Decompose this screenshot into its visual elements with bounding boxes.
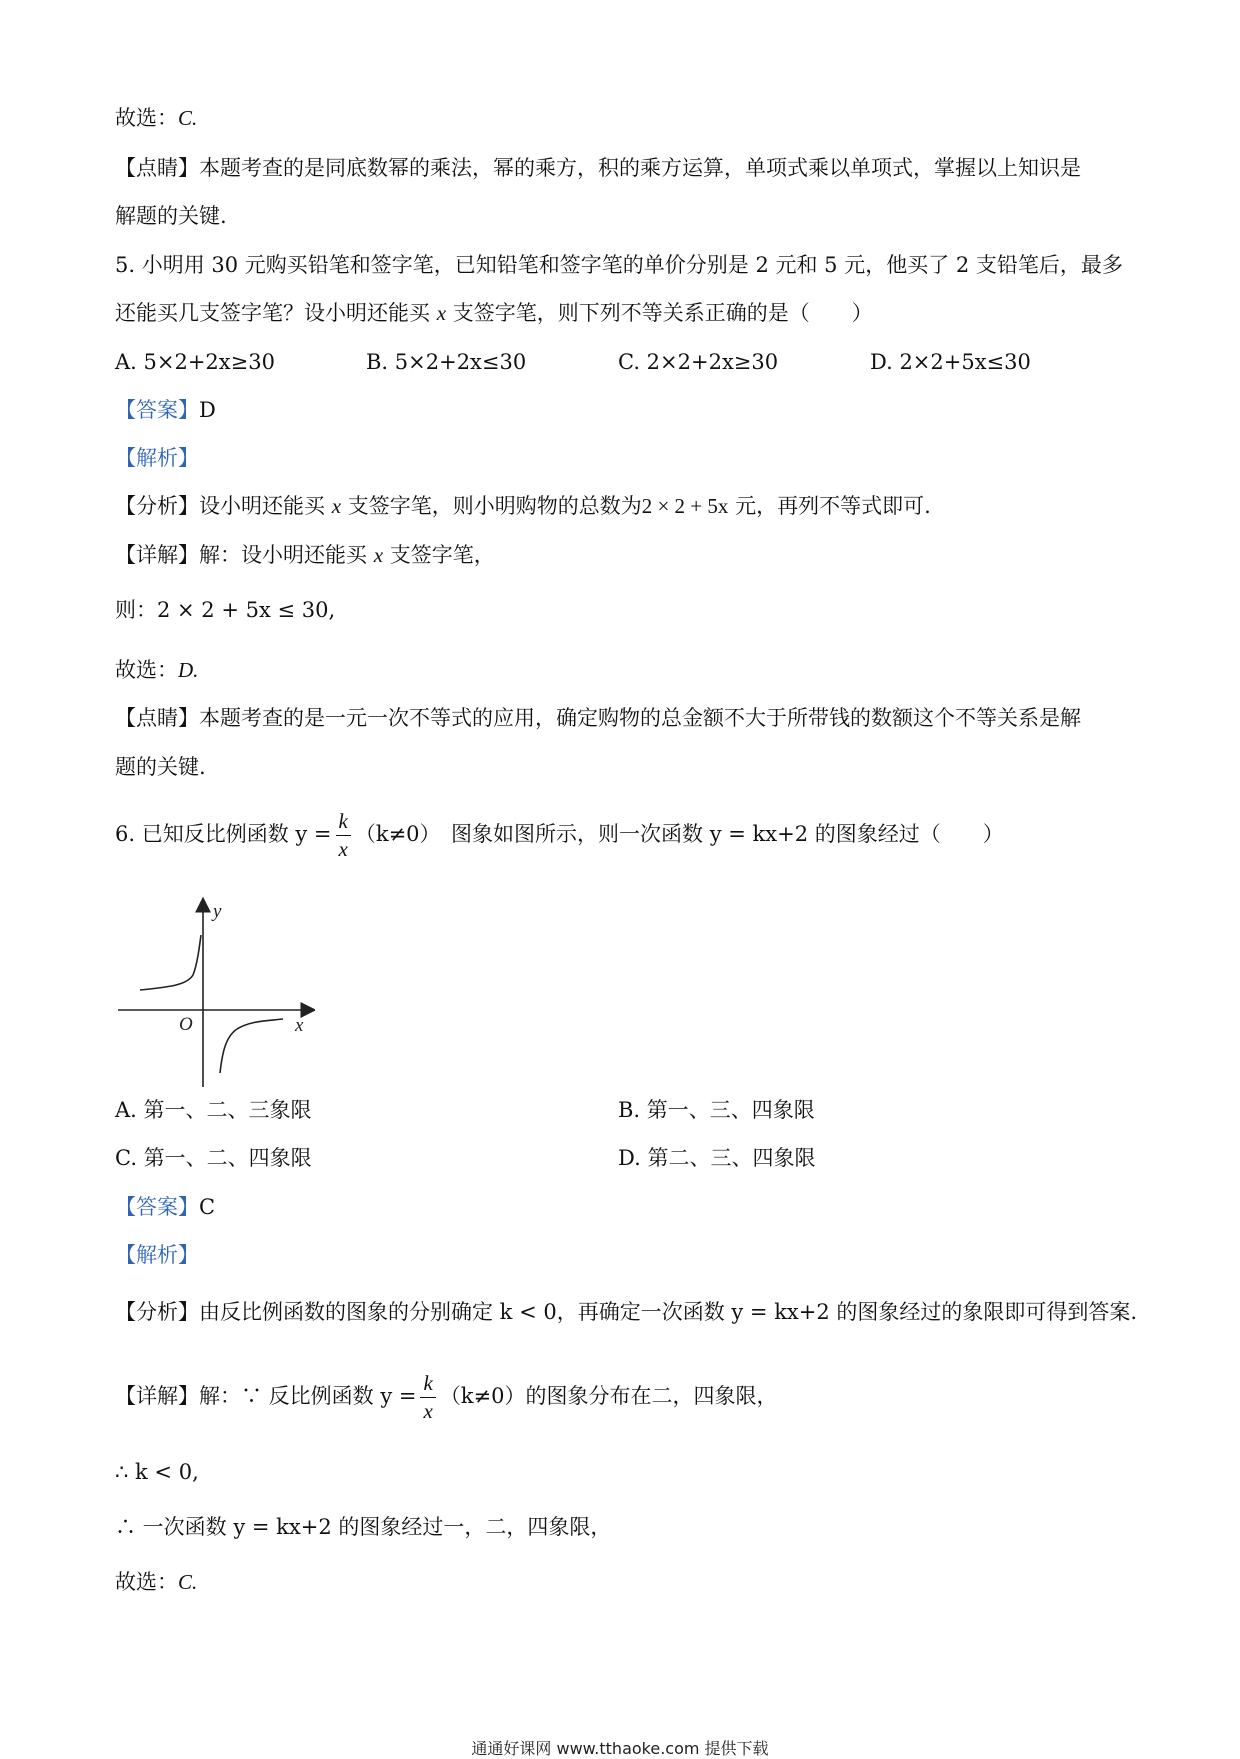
q6-option-c: C. 第一、二、四象限 [115, 1146, 312, 1170]
prev-comment-line1: 【点睛】本题考查的是同底数幂的乘法，幂的乘方，积的乘方运算，单项式乘以单项式，掌握以上知识是 [115, 156, 1081, 180]
q5-option-b: B. 5×2+2x≤30 [366, 350, 527, 374]
q5-detail: 【详解】解：设小明还能买 x 支签字笔， [115, 543, 495, 567]
q5-choose: 故选：D. [115, 658, 199, 682]
q6-fenxi: 【分析】由反比例函数的图象的分别确定 k < 0，再确定一次函数 y = kx+2 的图象经过的象限即可得到答案. [115, 1300, 1138, 1324]
graph-x-label: x [295, 1015, 304, 1036]
q5-fenxi: 【分析】设小明还能买 x 支签字笔，则小明购物的总数为2 × 2 + 5x 元，再列不等式即可. [115, 494, 931, 518]
page-footer: 通通好课网 www.tthaoke.com 提供下载 [471, 1739, 769, 1758]
q6-option-a: A. 第一、二、三象限 [115, 1098, 312, 1122]
q5-answer: 【答案】D [115, 398, 216, 422]
q6-option-d: D. 第二、三、四象限 [618, 1146, 816, 1170]
q5-comment-line1: 【点睛】本题考查的是一元一次不等式的应用，确定购物的总金额不大于所带钱的数额这个不等关系是解 [115, 706, 1081, 730]
prev-choose: 故选：C. [115, 106, 198, 130]
q6-answer: 【答案】C [115, 1195, 216, 1219]
q5-option-d: D. 2×2+5x≤30 [870, 350, 1031, 374]
q6-stem-fraction: $\frac{k}{x}$ [336, 810, 351, 861]
q5-option-a: A. 5×2+2x≥30 [115, 350, 275, 374]
q6-detail-fraction: $\frac{k}{x}$ [420, 1372, 435, 1423]
hyperbola-branch-upper-left [140, 935, 201, 990]
q5-stem-line2: 还能买几支签字笔？设小明还能买 x 支签字笔，则下列不等关系正确的是（ ） [115, 301, 873, 325]
q6-stem: 6. 已知反比例函数 y = $\frac{k}{x}$ （k≠0） 图象如图所示，则一次函数 y = kx+2 的图象经过（ ） [115, 809, 1004, 862]
q5-stem-line1: 5. 小明用 30 元购买铅笔和签字笔，已知铅笔和签字笔的单价分别是 2 元和 5 元，他买了 2 支铅笔后，最多 [115, 253, 1123, 277]
q5-analysis-label: 【解析】 [115, 446, 199, 470]
q5-option-c: C. 2×2+2x≥30 [618, 350, 779, 374]
graph-y-label: y [213, 901, 222, 922]
prev-comment-line2: 解题的关键. [115, 204, 227, 228]
q6-detail: 【详解】解：∵ 反比例函数 y = $\frac{k}{x}$ （k≠0）的图象分布在二，四象限， [115, 1371, 778, 1424]
q6-therefore-2: ∴ 一次函数 y = kx+2 的图象经过一，二，四象限， [115, 1515, 612, 1539]
q5-comment-line2: 题的关键. [115, 755, 206, 779]
q6-choose: 故选：C. [115, 1570, 198, 1594]
graph-origin-label: O [179, 1014, 193, 1035]
q6-analysis-label: 【解析】 [115, 1243, 199, 1267]
hyperbola-branch-lower-right [220, 1019, 283, 1073]
q6-option-b: B. 第一、三、四象限 [618, 1098, 815, 1122]
q5-then: 则：2 × 2 + 5x ≤ 30, [115, 598, 336, 622]
q6-therefore-1: ∴ k < 0, [115, 1460, 199, 1484]
hyperbola-graph [115, 895, 315, 1090]
